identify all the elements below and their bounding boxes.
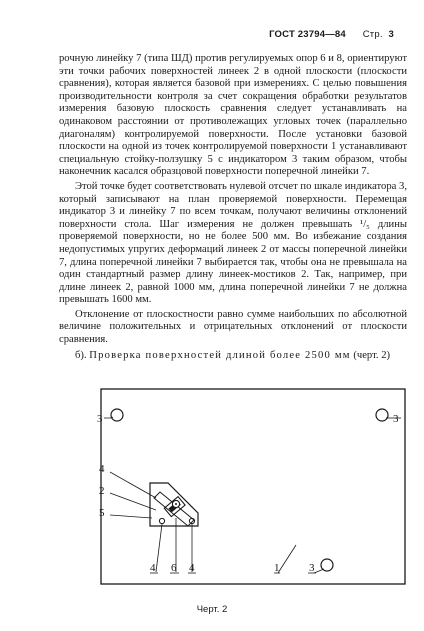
label-2: 2 [99,485,105,497]
page-header [269,29,394,40]
label-4: 4 [99,463,105,475]
label-top-right-3: 3 [393,413,399,425]
device-support-right [189,518,194,523]
subsection-ref: (черт. 2) [353,349,391,361]
standard-number: ГОСТ 23794—84 [269,29,346,40]
label-b4a: 4 [150,562,156,574]
subsection-number: б). [75,349,87,361]
leader-b1 [278,545,296,573]
paragraph-3: Отклонение от плоскостности равно сумме наибольших по абсолютной величине положительных и отрицательных отклонений от плоскости сравнения. [59,308,407,346]
leader-b4a [156,524,162,572]
support-top-right [376,409,388,421]
label-5: 5 [99,507,105,519]
label-b4b: 4 [189,562,195,574]
label-b3: 3 [309,562,315,574]
table-plate [101,389,405,584]
leader-5 [110,515,152,518]
drawing-figure [80,380,410,600]
device-support-left [159,518,164,523]
figure-caption: Черт. 2 [196,604,228,615]
leader-2 [110,493,156,510]
label-b1: 1 [274,562,280,574]
page-number: 3 [388,29,394,40]
body-text [59,53,407,362]
subsection-heading [59,350,407,363]
paragraph-1: рочную линейку 7 (типа ШД) против регулируемых опор 6 и 8, ориентируют эти точки рабочих поверхностей линеек 2 в одной плоскости (плоскости сравнения), которая является базовой при измерениях. С целью повышения производительности контроля за счет сокращения обработки результатов измерения базовую плоскость сравнения следует устанавливать на одинаковом расстоянии от противолежащих угловых точек (параллельно диагоналям) контролируемой поверхности. После установки базовой плоскости на одной из точек контролируемой поверхности 1 устанавливают специальную стойку-ползушку 5 с индикатором 3 таким образом, чтобы наконечник касался образцовой поверхности поперечной линейки 7. [59,53,407,178]
paragraph-2: Этой точке будет соответствовать нулевой отсчет по шкале индикатора 3, который записывают на план проверяемой поверхности. Перемещая индикатор 3 и линейку 7 по всем точкам, получают величины отклонений поверхности стола. Шаг измерения не должен превышать ¹/₅ длины проверяемой поверхности, но не более 500 мм. Во избежание создания недопустимых упругих деформаций линеек 2 от массы поперечной линейки 7, длина поперечной линейки 7 выбирается так, чтобы она не превышала на один стандартный размер длину линеек-мостиков 2. Так, например, при длине линеек 2, равной 1000 мм, длина поперечной линейки 7 не должна превышать 1600 мм. [59,180,407,306]
label-top-left-3: 3 [97,413,103,425]
label-b6: 6 [171,562,177,574]
leader-b3 [314,569,324,573]
page-label: Стр. [362,29,383,40]
leader-4 [110,472,156,498]
indicator-dial-center [175,503,177,505]
subsection-title: Проверка поверхностей длиной более 2500 мм [89,349,351,361]
support-top-left [111,409,123,421]
